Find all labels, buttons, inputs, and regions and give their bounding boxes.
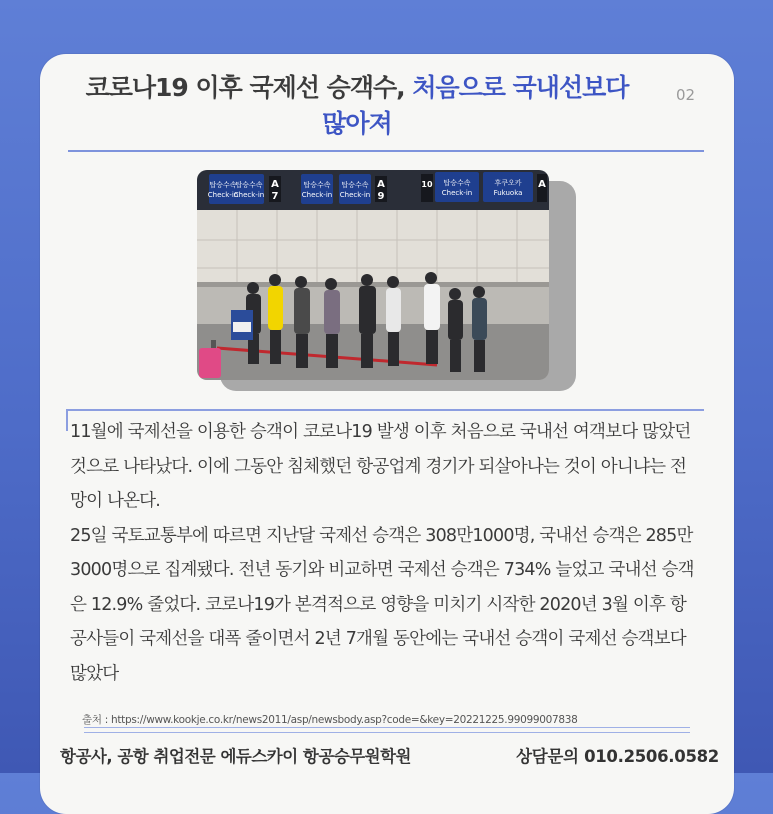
sign-2-line-1: 탑승수속 xyxy=(235,181,263,189)
title-main: 코로나19 이후 국제선 승객수, xyxy=(85,73,413,102)
article-paragraph-1: 11월에 국제선을 이용한 승객이 코로나19 발생 이후 처음으로 국내선 여객보다 많았던 것으로 나타났다. 이에 그동안 침체했던 항공업계 경기가 되살아나는 것이 아니냐는 전망이 나온다. xyxy=(70,422,691,511)
contact-number: 상담문의 010.2506.0582 xyxy=(516,747,719,766)
sign-6-line-1: 후쿠오카 xyxy=(494,179,522,187)
title-divider xyxy=(68,150,704,152)
sign-3-line-1: 탑승수속 xyxy=(303,181,331,189)
sign-3-line-2: Check-in xyxy=(301,191,333,199)
sign-5-line-1: 탑승수속 xyxy=(443,179,471,187)
article-paragraph-2: 25일 국토교통부에 따르면 지난달 국제선 승객은 308만1000명, 국내선 승객은 285만3000명으로 집계됐다. 전년 동기와 비교하면 국제선 승객은 734% 늘었고 국내선 승객은 12.9% 줄었다. 코로나19가 본격적으로 영향을 미치기 시작한 2020년 3월 이후 항공사들이 국제선을 대폭 줄이면서 2년 7개월 동안에는 국내선 승객이 국제선 승객보다 많았다 xyxy=(70,525,694,684)
airport-checkin-photo xyxy=(197,170,549,380)
counter-letter-2: 7 xyxy=(271,191,279,202)
page-title xyxy=(52,70,662,142)
sign-2-line-2: Check-in xyxy=(233,191,265,199)
sign-1-line-1: 탑승수속 xyxy=(209,181,237,189)
page-number: 02 xyxy=(676,86,696,104)
sign-4-line-2: Check-in xyxy=(339,191,371,199)
article-divider-accent xyxy=(66,409,68,431)
counter-letter-3: A xyxy=(377,179,385,190)
counter-letter-5: 10 xyxy=(421,180,433,189)
sign-1-line-2: Check-in xyxy=(207,191,239,199)
sign-5-line-2: Check-in xyxy=(441,189,473,197)
source-citation: 출처 : https://www.kookje.co.kr/news2011/asp/newsbody.asp?code=&key=20221225.99099007838 xyxy=(82,714,578,726)
article-divider xyxy=(68,409,704,411)
counter-letter-1: A xyxy=(271,179,279,190)
title-highlight-second-line: 많아져 xyxy=(322,109,392,138)
counter-letter-4: 9 xyxy=(377,191,385,202)
counter-letter-6: A xyxy=(538,179,546,190)
sign-4-line-1: 탑승수속 xyxy=(341,181,369,189)
footer-divider-1 xyxy=(84,727,690,728)
academy-name: 항공사, 공항 취업전문 에듀스카이 항공승무원학원 xyxy=(60,747,411,766)
article-body xyxy=(70,415,702,691)
footer-divider-2 xyxy=(84,732,690,733)
sign-6-line-2: Fukuoka xyxy=(493,189,523,197)
title-highlight: 처음으로 국내선보다 xyxy=(412,73,629,102)
